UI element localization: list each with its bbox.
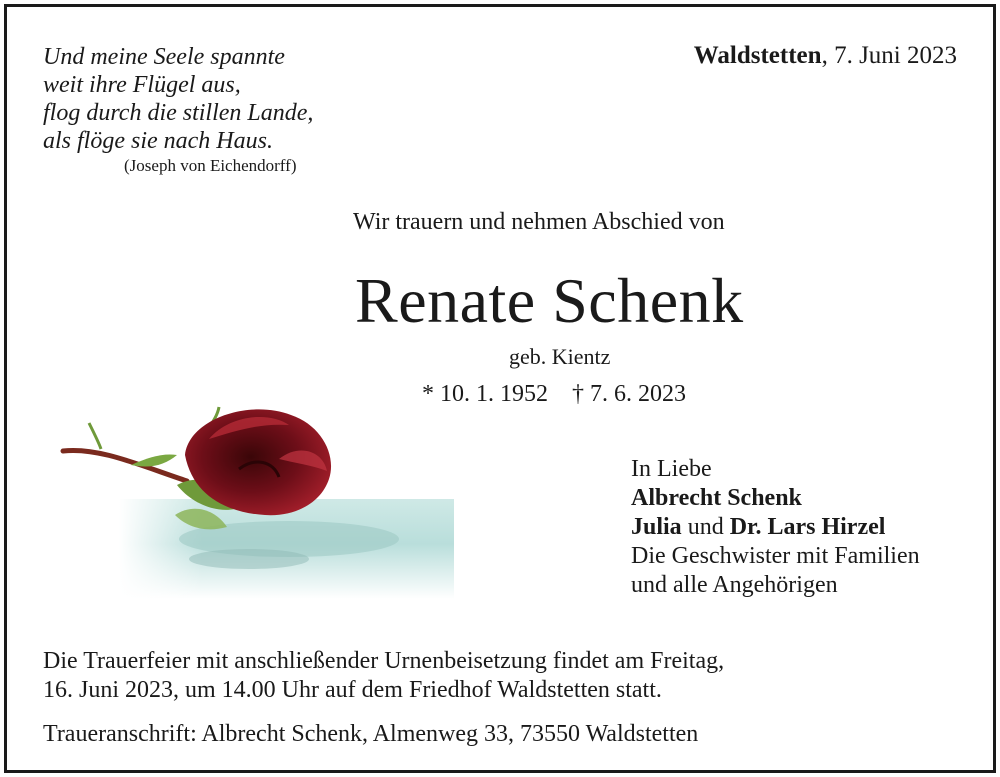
poem-line-2: weit ihre Flügel aus,: [43, 72, 241, 98]
dateline: [694, 41, 957, 71]
rose-image: [59, 399, 454, 599]
birth-date: * 10. 1. 1952: [422, 381, 548, 407]
dateline-place: Waldstetten: [693, 42, 822, 69]
poem-author: (Joseph von Eichendorff): [124, 156, 297, 175]
dateline-date: , 7. Juni 2023: [821, 42, 957, 69]
poem: [43, 43, 313, 155]
life-dates: [422, 379, 686, 409]
poem-line-1: Und meine Seele spannte: [43, 44, 285, 70]
notice-frame: [4, 4, 996, 773]
mourners-list: [631, 455, 920, 600]
deceased-name: Renate Schenk: [355, 265, 744, 336]
mourner-child-partner: Dr. Lars Hirzel: [729, 514, 886, 540]
farewell-intro: Wir trauern und nehmen Abschied von: [353, 209, 725, 235]
death-date: † 7. 6. 2023: [572, 381, 686, 407]
poem-line-3: flog durch die stillen Lande,: [43, 100, 314, 126]
poem-line-4: als flöge sie nach Haus.: [43, 128, 273, 154]
mourner-connector: und: [681, 514, 730, 540]
mourners-intro: In Liebe: [631, 456, 712, 482]
mourner-siblings: Die Geschwister mit Familien: [631, 543, 920, 569]
mourning-address: Traueranschrift: Albrecht Schenk, Almenweg 33, 73550 Waldstetten: [43, 721, 699, 747]
mourner-spouse: Albrecht Schenk: [631, 485, 802, 511]
ceremony-line-1: Die Trauerfeier mit anschließender Urnenbeisetzung findet am Freitag,: [43, 648, 725, 674]
mourner-relatives: und alle Angehörigen: [631, 572, 838, 598]
ceremony-info: [43, 647, 724, 705]
maiden-name: geb. Kientz: [509, 344, 611, 369]
ceremony-line-2: 16. Juni 2023, um 14.00 Uhr auf dem Friedhof Waldstetten statt.: [43, 677, 662, 703]
mourner-children: [631, 513, 920, 542]
mourner-child: Julia: [631, 514, 682, 540]
